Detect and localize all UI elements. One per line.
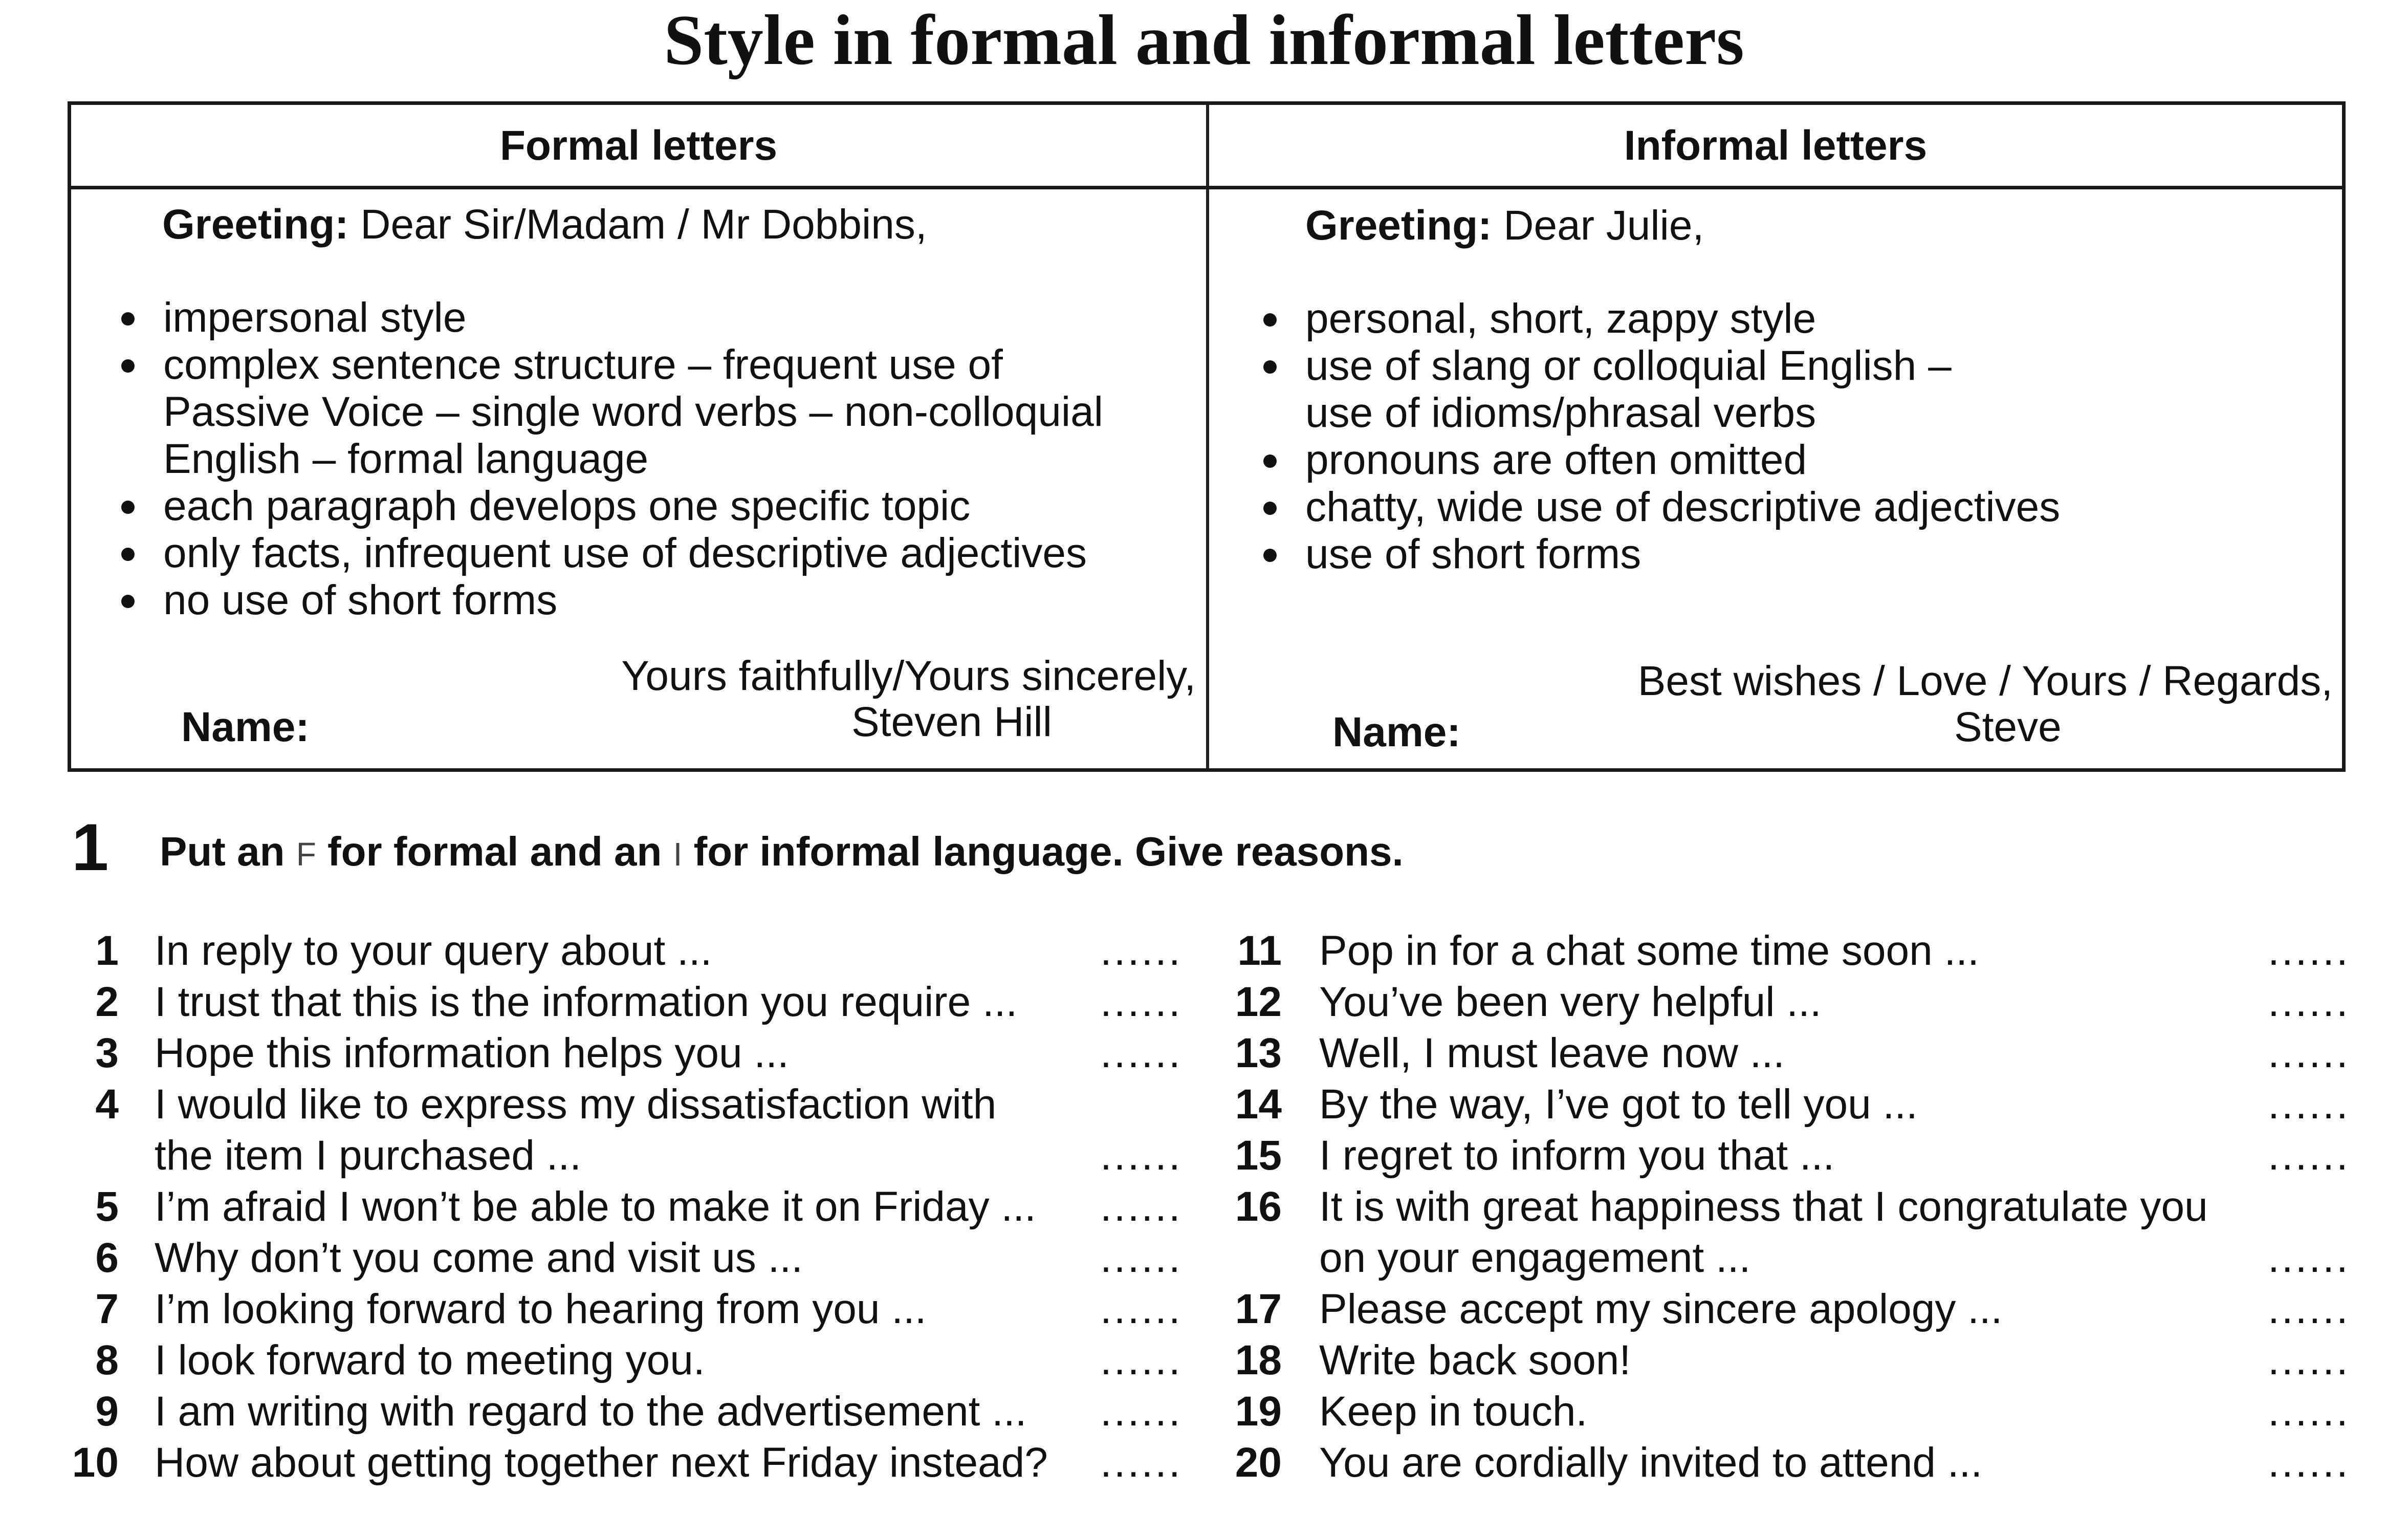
answer-blank[interactable]: ...... xyxy=(2268,1030,2350,1076)
item-text: Please accept my sincere apology ... xyxy=(1319,1286,2003,1332)
informal-bullet-item: personal, short, zappy style xyxy=(1305,295,2060,342)
item-text: It is with great happiness that I congratulate you xyxy=(1319,1183,2208,1230)
answer-blank[interactable]: ...... xyxy=(2268,1337,2350,1383)
answer-blank[interactable]: ...... xyxy=(1100,979,1183,1025)
informal-signer: Steve xyxy=(1954,704,2062,750)
answer-blank[interactable]: ...... xyxy=(2268,979,2350,1025)
formal-marker: F xyxy=(296,836,316,873)
item-number: 7 xyxy=(95,1286,119,1332)
item-text: I look forward to meeting you. xyxy=(155,1337,705,1383)
item-text: I am writing with regard to the advertisement ... xyxy=(155,1388,1027,1435)
formal-letters-heading: Formal letters xyxy=(499,122,778,169)
informal-marker: I xyxy=(673,836,683,873)
informal-closing: Best wishes / Love / Yours / Regards, xyxy=(1637,658,2333,704)
informal-greeting xyxy=(1305,202,1704,249)
item-number: 13 xyxy=(1235,1030,1282,1076)
page-title: Style in formal and informal letters xyxy=(664,1,1744,80)
item-number: 10 xyxy=(72,1439,119,1486)
informal-bullet-item: chatty, wide use of descriptive adjectives xyxy=(1305,484,2061,530)
informal-bullet-item: use of short forms xyxy=(1305,531,2060,578)
formal-bullet-item: complex sentence structure – frequent use of xyxy=(163,341,1103,388)
item-number: 20 xyxy=(1235,1439,1282,1486)
informal-greeting-label: Greeting: xyxy=(1305,202,1492,249)
answer-blank[interactable]: ...... xyxy=(1100,1439,1183,1486)
answer-blank[interactable]: ...... xyxy=(2268,1439,2350,1486)
informal-letters-heading: Informal letters xyxy=(1624,122,1928,169)
item-number: 18 xyxy=(1235,1337,1282,1383)
item-number: 17 xyxy=(1235,1286,1282,1332)
informal-features-list xyxy=(1305,295,2060,578)
formal-greeting-text: Dear Sir/Madam / Mr Dobbins, xyxy=(360,201,927,248)
item-text: Keep in touch. xyxy=(1319,1388,1588,1435)
item-text: In reply to your query about ... xyxy=(155,927,712,974)
informal-name-label: Name: xyxy=(1332,709,1461,755)
item-text: Why don’t you come and visit us ... xyxy=(155,1235,803,1281)
answer-blank[interactable]: ...... xyxy=(1100,1286,1183,1332)
item-text: Well, I must leave now ... xyxy=(1319,1030,1785,1076)
item-number: 8 xyxy=(95,1337,119,1383)
exercise-number: 1 xyxy=(72,810,109,884)
item-number: 16 xyxy=(1235,1183,1282,1230)
item-number: 2 xyxy=(95,979,119,1025)
formal-bullet-item: each paragraph develops one specific topic xyxy=(163,483,1103,530)
item-text: I would like to express my dissatisfaction with xyxy=(155,1081,997,1128)
formal-bullet-continuation: English – formal language xyxy=(163,436,649,482)
item-number: 11 xyxy=(1237,927,1282,974)
informal-bullet-item: use of slang or colloquial English – xyxy=(1305,342,2060,390)
instruction-part: for informal language. Give reasons. xyxy=(682,829,1404,874)
informal-bullet-item: pronouns are often omitted xyxy=(1305,437,2060,484)
item-number: 9 xyxy=(95,1388,119,1435)
answer-blank[interactable]: ...... xyxy=(1100,1183,1183,1230)
item-text: I’m looking forward to hearing from you ... xyxy=(155,1286,927,1332)
answer-blank[interactable]: ...... xyxy=(1100,1030,1183,1076)
item-text: I regret to inform you that ... xyxy=(1319,1132,1835,1179)
informal-greeting-text: Dear Julie, xyxy=(1503,202,1704,249)
formal-bullet-item: no use of short forms xyxy=(163,577,1103,624)
item-number: 19 xyxy=(1235,1388,1282,1435)
item-text: How about getting together next Friday instead? xyxy=(155,1439,1048,1486)
answer-blank[interactable]: ...... xyxy=(1100,1235,1183,1281)
item-text: I trust that this is the information you require ... xyxy=(155,979,1018,1025)
item-number: 3 xyxy=(95,1030,119,1076)
answer-blank[interactable]: ...... xyxy=(2268,1235,2350,1281)
instruction-part: for formal and an xyxy=(316,829,673,874)
item-text: Hope this information helps you ... xyxy=(155,1030,789,1076)
formal-closing: Yours faithfully/Yours sincerely, xyxy=(621,653,1196,699)
formal-signer: Steven Hill xyxy=(851,699,1052,745)
item-number: 14 xyxy=(1235,1081,1282,1128)
instruction-part: Put an xyxy=(160,829,296,874)
column-divider xyxy=(1206,105,1209,768)
answer-blank[interactable]: ...... xyxy=(2268,1132,2350,1179)
item-text: You’ve been very helpful ... xyxy=(1319,979,1822,1025)
answer-blank[interactable]: ...... xyxy=(2268,1286,2350,1332)
item-text: Pop in for a chat some time soon ... xyxy=(1319,927,1979,974)
answer-blank[interactable]: ...... xyxy=(1100,1132,1183,1179)
item-text: I’m afraid I won’t be able to make it on Friday ... xyxy=(155,1183,1036,1230)
answer-blank[interactable]: ...... xyxy=(1100,927,1183,974)
formal-bullet-continuation: Passive Voice – single word verbs – non-colloquial xyxy=(163,388,1103,435)
item-number: 15 xyxy=(1235,1132,1282,1179)
formal-features-list xyxy=(163,294,1103,624)
item-text: Write back soon! xyxy=(1319,1337,1631,1383)
formal-bullet-item: only facts, infrequent use of descriptive adjectives xyxy=(163,530,1103,577)
item-number: 12 xyxy=(1235,979,1282,1025)
answer-blank[interactable]: ...... xyxy=(2268,927,2350,974)
header-rule xyxy=(71,186,2342,189)
item-text: You are cordially invited to attend ... xyxy=(1319,1439,1983,1486)
exercise-instruction xyxy=(160,828,1404,878)
item-text: By the way, I’ve got to tell you ... xyxy=(1319,1081,1918,1128)
formal-name-label: Name: xyxy=(181,704,310,750)
formal-bullet-item: impersonal style xyxy=(163,294,1103,341)
formal-greeting-label: Greeting: xyxy=(162,201,349,248)
item-text: on your engagement ... xyxy=(1319,1235,1751,1281)
answer-blank[interactable]: ...... xyxy=(2268,1388,2350,1435)
answer-blank[interactable]: ...... xyxy=(1100,1337,1183,1383)
item-number: 4 xyxy=(95,1081,119,1128)
item-number: 6 xyxy=(95,1235,119,1281)
style-comparison-table xyxy=(68,101,2346,772)
item-number: 5 xyxy=(95,1183,119,1230)
item-text: the item I purchased ... xyxy=(155,1132,582,1179)
formal-greeting xyxy=(162,201,927,248)
answer-blank[interactable]: ...... xyxy=(1100,1388,1183,1435)
informal-bullet-continuation: use of idioms/phrasal verbs xyxy=(1305,390,1816,436)
answer-blank[interactable]: ...... xyxy=(2268,1081,2350,1128)
item-number: 1 xyxy=(95,927,119,974)
